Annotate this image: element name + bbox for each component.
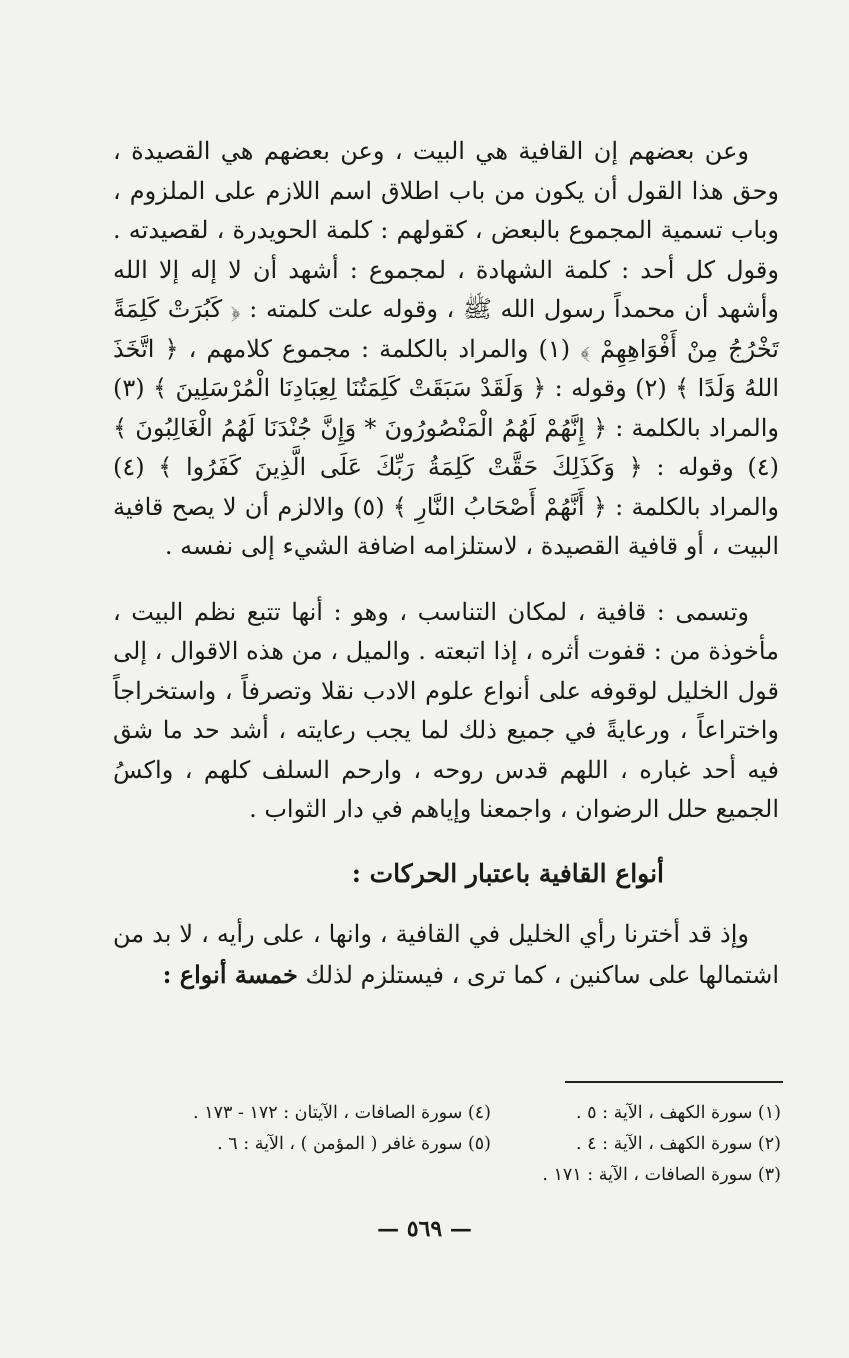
footnote-2: (٢) سورة الكهف ، الآية : ٤ .	[576, 1134, 781, 1154]
footnote-row	[121, 1098, 781, 1129]
footnote-3: (٣) سورة الصافات ، الآية : ١٧١ .	[542, 1165, 781, 1185]
footnote-row	[121, 1129, 781, 1160]
paragraph-2: وتسمى : قافية ، لمكان التناسب ، وهو : أنها تتبع نظم البيت ، مأخوذة من : قفوت أثره ، إذا اتبعته . والميل ، من هذه الاقوال ، إلى قول الخليل لوقوفه على أنواع علوم الادب نقلا وتصرفاً ، واستخراجاً واختراعاً ، ورعايةً في جميع ذلك لما يجب رعايته ، أشد حد ما شق فيه أحد غباره ، اللهم قدس روحه ، وارحم السلف كلهم ، واكسُ الجميع حلل الرضوان ، واجمعنا وإياهم في دار الثواب .	[113, 597, 779, 823]
paragraph-3	[113, 915, 779, 995]
main-text	[113, 132, 779, 995]
footnote-divider	[565, 1081, 783, 1083]
paragraph-3-bold: خمسة أنواع :	[162, 959, 298, 989]
paragraph-3-text: وإذ قد أخترنا رأي الخليل في القافية ، وانها ، على رأيه ، لا بد من اشتمالها على ساكنين ، كما ترى ، فيستلزم لذلك	[113, 920, 779, 989]
footnote-1: (١) سورة الكهف ، الآية : ٥ .	[576, 1103, 781, 1123]
footnote-row	[121, 1160, 781, 1191]
paragraph-1: وعن بعضهم إن القافية هي البيت ، وعن بعضهم هي القصيدة ، وحق هذا القول أن يكون من باب اطلاق اسم اللازم على الملزوم ، وباب تسمية المجموع بالبعض ، كقولهم : كلمة الحويدرة ، لقصيدته . وقول كل أحد : كلمة الشهادة ، لمجموع : أشهد أن لا إله إلا الله وأشهد أن محمداً رسول الله ﷺ ، وقوله علت كلمته : ﴿ كَبُرَتْ كَلِمَةً تَخْرُجُ مِنْ أَفْوَاهِهِمْ ﴾ (١) والمراد بالكلمة : مجموع كلامهم ، ﴿ اتَّخَذَ اللهُ وَلَدًا ﴾ (٢) وقوله : ﴿ وَلَقَدْ سَبَقَتْ كَلِمَتُنَا لِعِبَادِنَا الْمُرْسَلِينَ ﴾ (٣) والمراد بالكلمة : ﴿ إِنَّهُمْ لَهُمُ الْمَنْصُورُونَ * وَإِنَّ جُنْدَنَا لَهُمُ الْغَالِبُونَ ﴾ (٤) وقوله : ﴿ وَكَذَلِكَ حَقَّتْ كَلِمَةُ رَبِّكَ عَلَى الَّذِينَ كَفَرُوا ﴾ (٤) والمراد بالكلمة : ﴿ أَنَّهُمْ أَصْحَابُ النَّارِ ﴾ (٥) والالزم أن لا يصح قافية البيت ، أو قافية القصيدة ، لاستلزامه اضافة الشيء إلى نفسه .	[113, 137, 780, 560]
footnote-5: (٥) سورة غافر ( المؤمن ) ، الآية : ٦ .	[217, 1134, 491, 1154]
footnotes	[121, 1098, 781, 1191]
footnote-4: (٤) سورة الصافات ، الآيتان : ١٧٢ - ١٧٣ .	[193, 1103, 491, 1123]
section-heading: أنواع القافية باعتبار الحركات :	[351, 858, 664, 888]
page-number: — ٥٦٩ —	[377, 1216, 472, 1242]
